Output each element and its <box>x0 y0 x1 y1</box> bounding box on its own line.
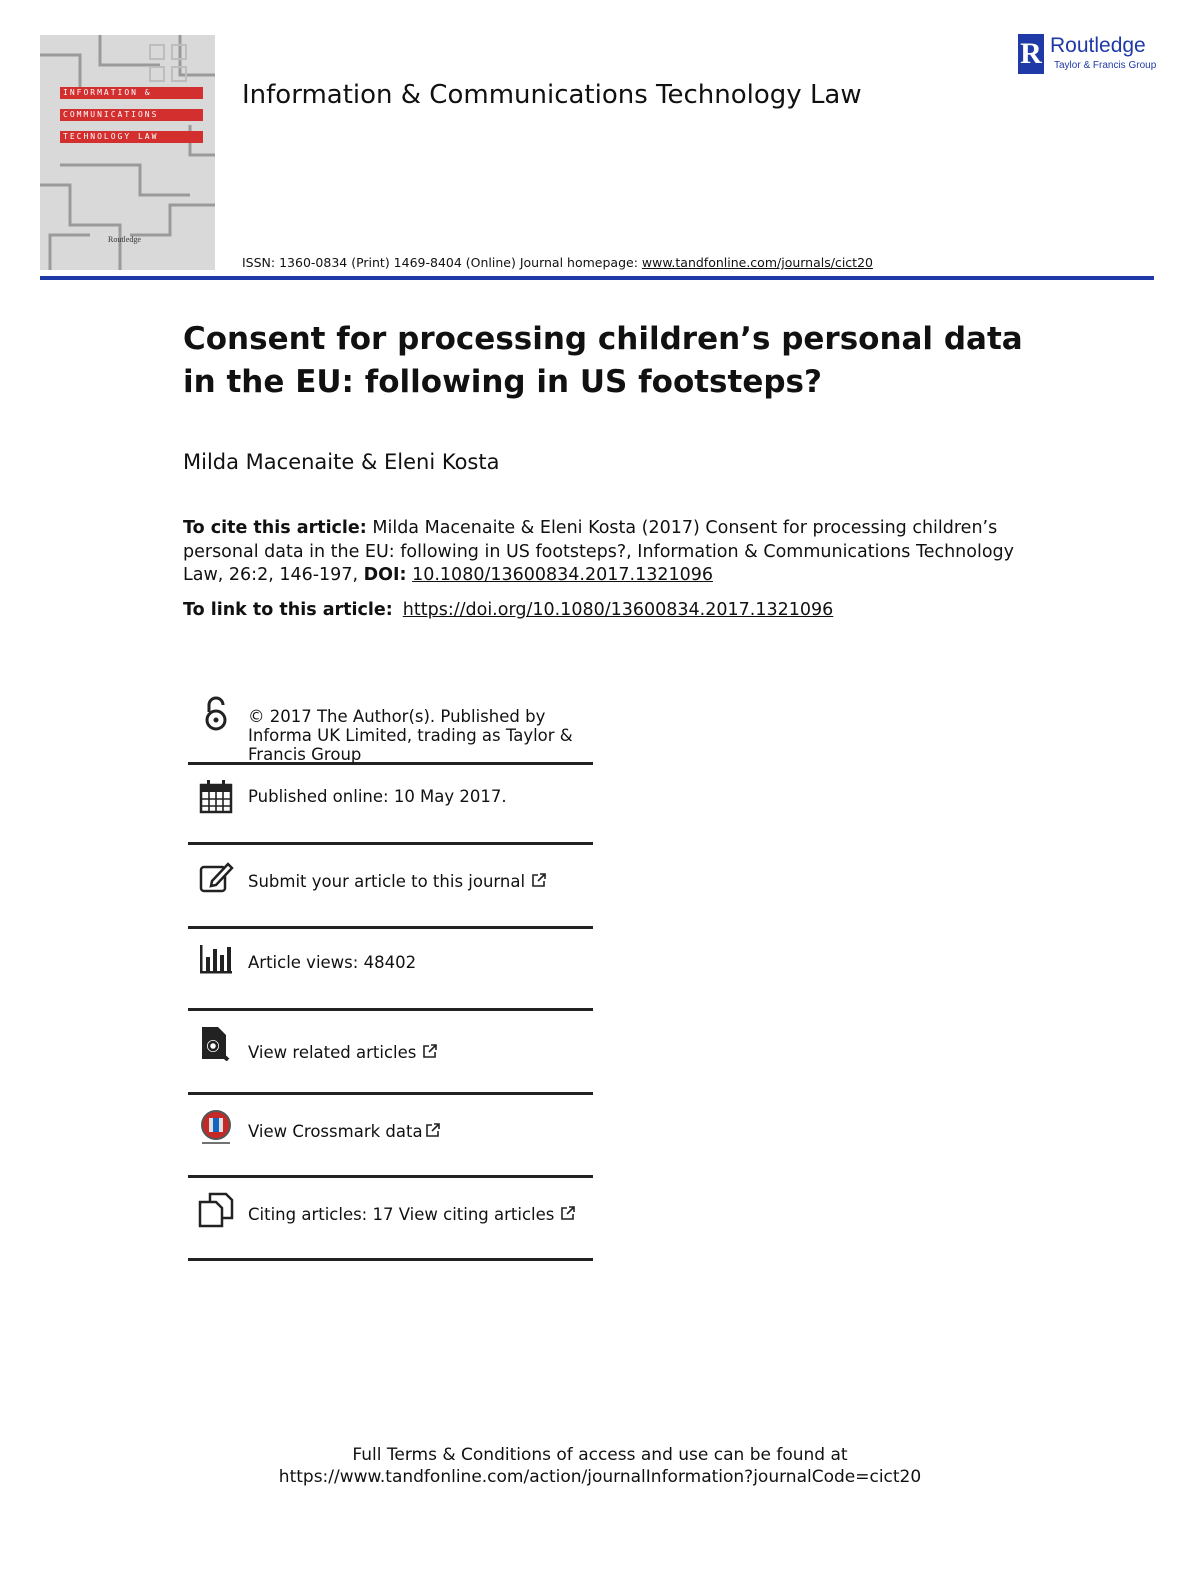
article-link-line <box>183 600 833 620</box>
cite-text: Milda Macenaite & Eleni Kosta (2017) Consent for processing children’s personal data in the EU: following in US footsteps?, Information & Communications Technology Law, 26:2, 146-197, <box>183 518 1015 585</box>
bar-chart-icon <box>198 941 234 977</box>
submit-article-label: Submit your article to this journal <box>248 872 526 891</box>
article-views-text: Article views: 48402 <box>248 953 417 972</box>
article-authors: Milda Macenaite & Eleni Kosta <box>183 450 500 474</box>
external-link-icon <box>531 872 547 888</box>
related-articles-row[interactable] <box>188 1011 593 1095</box>
submit-article-row[interactable] <box>188 845 593 929</box>
citing-articles-row[interactable] <box>188 1178 593 1261</box>
related-articles-link[interactable] <box>248 1043 438 1062</box>
publisher-name: Routledge <box>1050 34 1146 57</box>
header-divider <box>40 276 1154 280</box>
published-row <box>188 765 593 845</box>
citing-articles-link[interactable] <box>248 1205 576 1224</box>
link-label: To link to this article: <box>183 600 393 620</box>
footer-terms-url[interactable]: https://www.tandfonline.com/action/journalInformation?journalCode=cict20 <box>278 1467 922 1487</box>
document-search-icon <box>198 1025 234 1061</box>
article-doi-url-link[interactable]: https://doi.org/10.1080/13600834.2017.1321096 <box>402 600 834 620</box>
cover-publisher-logo: Routledge <box>108 235 141 244</box>
footer-terms <box>0 1444 1200 1488</box>
external-link-icon <box>425 1122 441 1138</box>
journal-title: Information & Communications Technology Law <box>242 80 862 110</box>
doi-label: DOI: <box>363 565 407 585</box>
citation-block <box>183 517 1043 588</box>
related-articles-label: View related articles <box>248 1043 417 1062</box>
calendar-icon <box>198 779 234 815</box>
cover-title-band-3: TECHNOLOGY LAW <box>60 131 203 143</box>
crossmark-label: View Crossmark data <box>248 1122 423 1141</box>
citing-documents-icon <box>198 1192 234 1228</box>
open-access-row <box>188 698 593 765</box>
external-link-icon <box>560 1205 576 1221</box>
published-date-text: Published online: 10 May 2017. <box>248 787 507 806</box>
crossmark-icon <box>198 1109 234 1145</box>
article-info-list <box>188 698 593 1261</box>
article-title: Consent for processing children’s personal data in the EU: following in US footsteps? <box>183 321 1023 400</box>
footer-line-1: Full Terms & Conditions of access and use can be found at <box>352 1445 848 1465</box>
open-access-text: © 2017 The Author(s). Published by Informa UK Limited, trading as Taylor & Francis Group <box>248 707 573 764</box>
journal-homepage-link[interactable]: www.tandfonline.com/journals/cict20 <box>641 255 873 270</box>
routledge-mark-icon: R <box>1018 34 1044 74</box>
cover-title-band-1: INFORMATION & <box>60 87 203 99</box>
publisher-logo <box>1018 34 1158 76</box>
issn-text: ISSN: 1360-0834 (Print) 1469-8404 (Online) Journal homepage: <box>242 255 642 270</box>
crossmark-row[interactable] <box>188 1095 593 1178</box>
doi-link[interactable]: 10.1080/13600834.2017.1321096 <box>412 565 714 585</box>
open-access-lock-icon <box>198 696 234 732</box>
cover-title-band-2: COMMUNICATIONS <box>60 109 203 121</box>
external-link-icon <box>422 1043 438 1059</box>
article-views-row <box>188 929 593 1011</box>
journal-cover-image <box>40 35 215 270</box>
issn-line <box>242 255 873 270</box>
publisher-subtitle: Taylor & Francis Group <box>1054 60 1157 71</box>
cite-label: To cite this article: <box>183 518 367 538</box>
crossmark-link[interactable] <box>248 1122 441 1141</box>
submit-article-link[interactable] <box>248 872 547 891</box>
edit-pencil-icon <box>198 859 234 895</box>
citing-articles-label: Citing articles: 17 View citing articles <box>248 1205 555 1224</box>
